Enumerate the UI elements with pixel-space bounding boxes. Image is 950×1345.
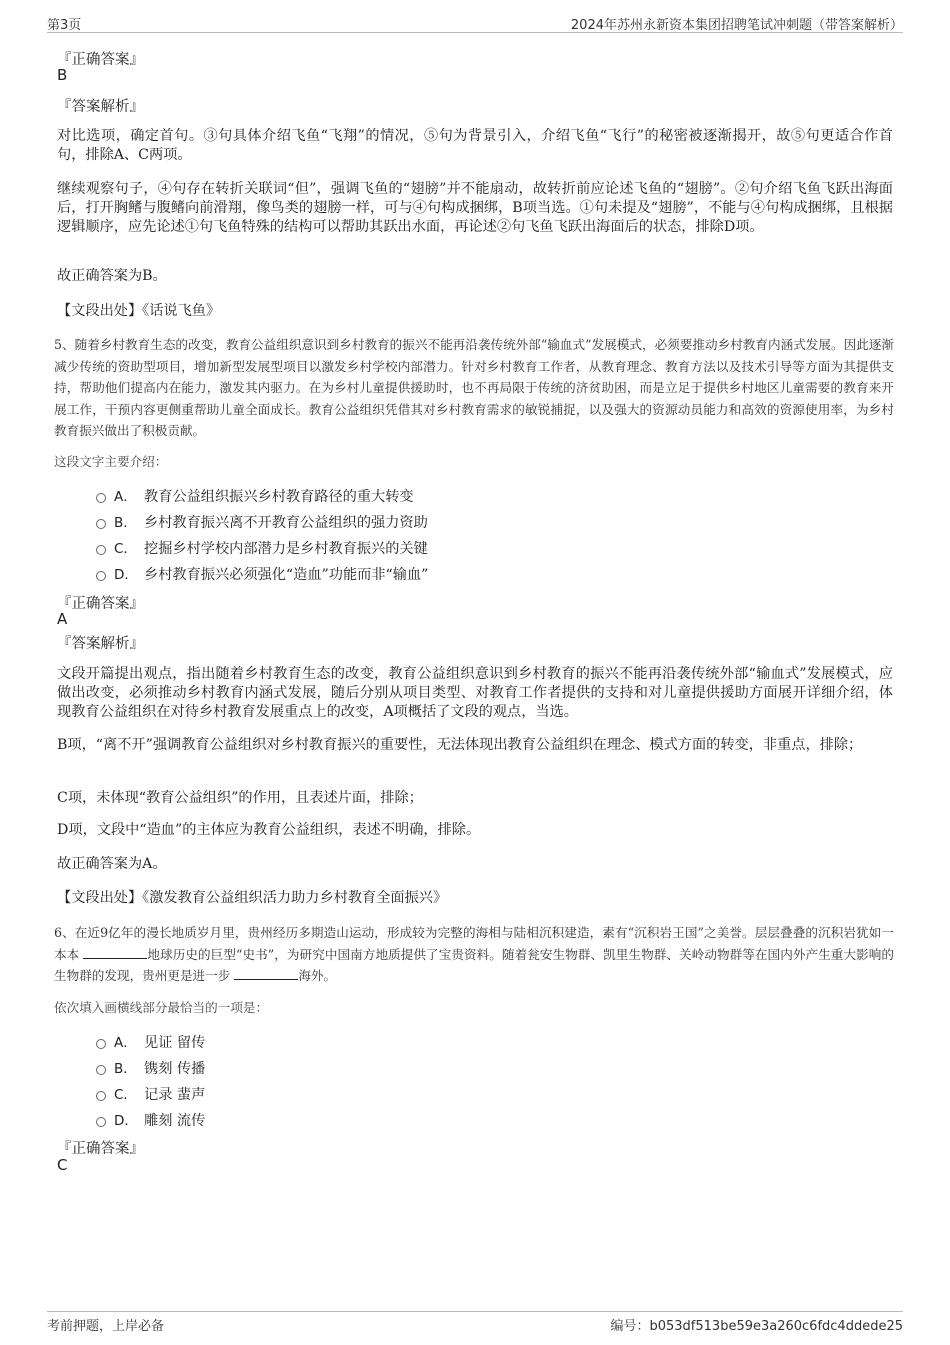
q4-analysis-para-2: 继续观察句子，④句存在转折关联词“但”，强调飞鱼的“翅膀”并不能扇动，故转折前应论述飞鱼的“翅膀”。②句介绍飞鱼飞跃出海面后，打开胸鳍与腹鳍向前滑翔，像鸟类的翅膀一样，可与④句构成捆绑，B项当选。①句未提及“翅膀”，不能与④句构成捆绑，且根据逻辑顺序，应先论述①句飞鱼特殊的结构可以帮助其跃出水面，再论述②句飞鱼飞跃出海面后的状态，排除D项。 <box>57 181 893 235</box>
q5-option-c[interactable]: C． 挖掘乡村学校内部潜力是乡村教育振兴的关键 <box>96 537 428 557</box>
page-header <box>47 12 903 33</box>
radio-icon[interactable] <box>96 1117 106 1127</box>
radio-icon[interactable] <box>96 1065 106 1075</box>
fill-blank-2 <box>234 967 298 980</box>
fill-blank-1 <box>83 946 147 959</box>
q5-answer-label: 『正确答案』 <box>57 596 144 612</box>
q5-source: 【文段出处】《激发教育公益组织活力助力乡村教育全面振兴》 <box>57 890 448 906</box>
document-id: 编号：b053df513be59e3a260c6fdc4ddede25 <box>610 1319 903 1334</box>
q5-analysis-para-2: B项，“离不开”强调教育公益组织对乡村教育振兴的重要性，无法体现出教育公益组织在理念、模式方面的转变，非重点，排除； <box>57 737 863 753</box>
q5-analysis-label: 『答案解析』 <box>57 636 144 652</box>
q6-answer-label: 『正确答案』 <box>57 1141 144 1157</box>
q5-analysis-para-4: D项，文段中“造血”的主体应为教育公益组织，表述不明确，排除。 <box>57 822 481 838</box>
q6-answer: C <box>57 1156 68 1174</box>
q6-prompt: 依次填入画横线部分最恰当的一项是： <box>54 1000 269 1015</box>
q5-analysis-para-5: 故正确答案为A。 <box>57 856 167 872</box>
q6-option-d[interactable]: D． 雕刻 流传 <box>96 1109 205 1129</box>
radio-icon[interactable] <box>96 1039 106 1049</box>
radio-icon[interactable] <box>96 1091 106 1101</box>
q5-option-d[interactable]: D． 乡村教育振兴必须强化“造血”功能而非“输血” <box>96 563 428 583</box>
radio-icon[interactable] <box>96 493 106 503</box>
radio-icon[interactable] <box>96 571 106 581</box>
footer-slogan: 考前押题，上岸必备 <box>47 1319 165 1334</box>
q6-option-a[interactable]: A． 见证 留传 <box>96 1031 205 1051</box>
q5-analysis-para-1: 文段开篇提出观点，指出随着乡村教育生态的改变，教育公益组织意识到乡村教育的振兴不能再沿袭传统外部“输血式”发展模式，应做出改变，必须推动乡村教育内涵式发展，随后分别从项目类型、对教育工作者提供的支持和对儿童提供援助方面展开详细介绍，体现教育公益组织在对待乡村教育发展重点上的改变，A项概括了文段的观点，当选。 <box>57 666 893 720</box>
q4-answer-label: 『正确答案』 <box>57 52 144 68</box>
q4-analysis-label: 『答案解析』 <box>57 99 144 115</box>
q5-analysis-para-3: C项，未体现“教育公益组织”的作用，且表述片面，排除； <box>57 790 423 806</box>
page-number: 第3页 <box>47 18 82 33</box>
q5-stem: 5、随着乡村教育生态的改变，教育公益组织意识到乡村教育的振兴不能再沿袭传统外部“输血式”发展模式，必须要推动乡村教育内涵式发展。因此逐渐减少传统的资助型项目，增加新型发展型项目以激发乡村学校内部潜力。针对乡村教育工作者，从教育理念、教育方法以及技术引导等方面为其提供支持，帮助他们提高内在能力，激发其内驱力。在为乡村儿童提供援助时，也不再局限于传统的济贫助困，而是立足于提供乡村地区儿童需要的教育来开展工作，干预内容更侧重帮助儿童全面成长。教育公益组织凭借其对乡村教育需求的敏锐捕捉，以及强大的资源动员能力和高效的资源使用率，为乡村教育振兴做出了积极贡献。 <box>54 337 894 438</box>
q6-option-c[interactable]: C． 记录 蜚声 <box>96 1083 205 1103</box>
q4-answer: B <box>57 66 68 84</box>
document-title: 2024年苏州永新资本集团招聘笔试冲刺题（带答案解析） <box>570 18 903 33</box>
q4-source: 【文段出处】《话说飞鱼》 <box>57 303 221 319</box>
q5-option-b[interactable]: B． 乡村教育振兴离不开教育公益组织的强力资助 <box>96 511 428 531</box>
q5-answer: A <box>57 610 68 628</box>
radio-icon[interactable] <box>96 545 106 555</box>
q6-stem: 6、在近9亿年的漫长地质岁月里，贵州经历多期造山运动，形成较为完整的海相与陆相沉积建造，素有“沉积岩王国”之美誉。层层叠叠的沉积岩犹如一本本 地球历史的巨型“史书”，为研究中国南方地质提供了宝贵资料。随着瓮安生物群、凯里生物群、关岭动物群等在国内外产生重大影响的生物群的发现，贵州更是进一步 海外。 <box>54 925 894 983</box>
q4-analysis-para-3: 故正确答案为B。 <box>57 268 167 284</box>
q6-option-b[interactable]: B． 镌刻 传播 <box>96 1057 205 1077</box>
page-footer <box>47 1311 903 1336</box>
q4-analysis-para-1: 对比选项，确定首句。③句具体介绍飞鱼“飞翔”的情况，⑤句为背景引入，介绍飞鱼“飞行”的秘密被逐渐揭开，故⑤句更适合作首句，排除A、C两项。 <box>57 128 893 163</box>
radio-icon[interactable] <box>96 519 106 529</box>
q5-option-a[interactable]: A． 教育公益组织振兴乡村教育路径的重大转变 <box>96 485 414 505</box>
q5-prompt: 这段文字主要介绍： <box>54 454 168 469</box>
